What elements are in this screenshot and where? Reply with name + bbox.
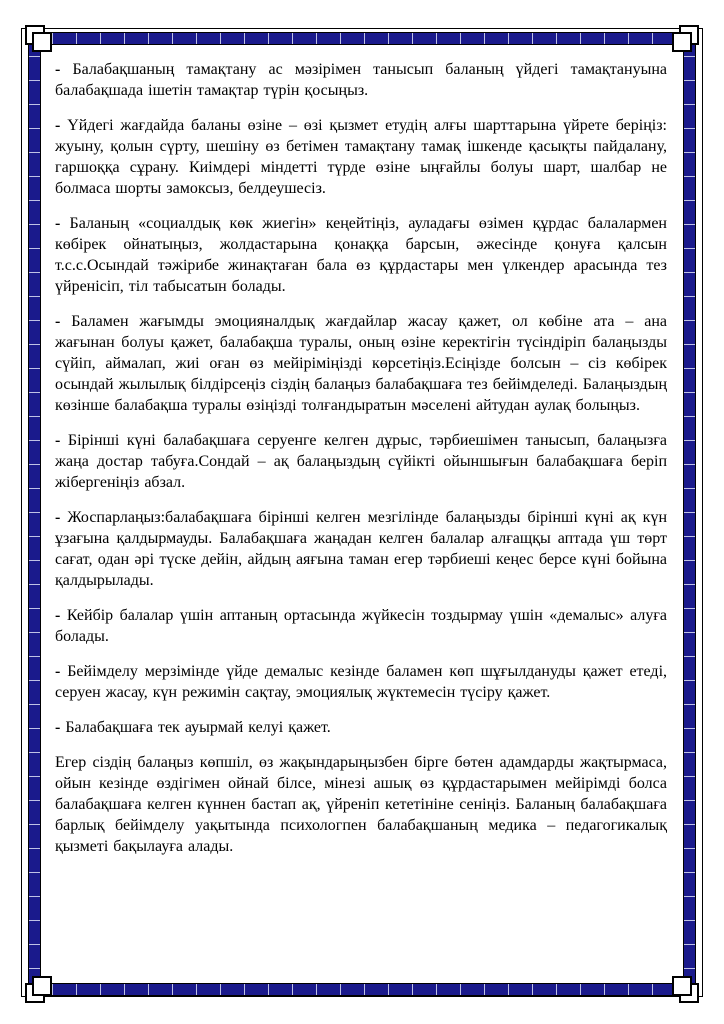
paragraph-dash: - — [55, 215, 70, 232]
corner-ornament-top-left-inner — [32, 32, 52, 52]
page-frame-band-bottom — [28, 983, 696, 996]
paragraph-text: Баламен жағымды эмоцияналдық жағдайлар жасау қажет, ол көбіне ата – ана жағынан болуы қажет, балабақша туралы, оның өзіне керектігін түсіндіріп балаңызды сүйіп, аймалап, жиі оған өз мейіріміңізді көрсетіңіз.Есіңізде болсын – сіз көбірек осындай жылылық білдірсеңіз сіздің балаңыз балабақшаға тез бейімделеді. Балаңыздың көзінше балабақша туралы өзіңізді толғандыратын мәселені айтудан аулақ болыңыз. — [55, 313, 668, 414]
paragraph — [55, 213, 667, 297]
paragraph — [55, 59, 667, 101]
paragraph-text: Балабақшаға тек ауырмай келуі қажет. — [65, 719, 331, 736]
paragraph-dash: - — [55, 61, 73, 78]
paragraph — [55, 717, 667, 738]
paragraph — [55, 115, 667, 199]
paragraph — [55, 507, 667, 591]
paragraph-text: Баланың «социалдық көк жиегін» кеңейтіңіз, ауладағы өзімен құрдас балалармен көбірек ойнатыңыз, жолдастарына қонаққа барсын, әжесінде қонуға қалсын т.с.с.Осындай тәжірибе жинақтаған бала өз құрдастары мен үлкендер арасында тез үйренісіп, тіл табысатын болады. — [55, 215, 667, 295]
paragraph-text: Кейбір балалар үшін аптаның ортасында жүйкесін тоздырмау үшін «демалыс» алуға болады. — [55, 607, 668, 645]
paragraph-dash: - — [55, 607, 67, 624]
corner-ornament-bottom-left-inner — [32, 976, 52, 996]
paragraph-text: Үйдегі жағдайда баланы өзіне – өзі қызмет етудің алғы шарттарына үйрете беріңіз: жуыну, қолын сүрту, шешіну өз бетімен тамақтану тамақ ішкенде қасықты пайдалану, гаршоққа сұрану. Киімдері міндетті түрде өзіне ыңғайлы болуы шарт, шалбар не болмаса шорты замоксыз, белдеушесіз. — [55, 117, 668, 197]
document-text-area — [55, 59, 667, 857]
paragraph-text: Егер сіздің балаңыз көпшіл, өз жақындарыңызбен бірге бөтен адамдарды жақтырмаса, ойын кезінде өздігімен ойнай білсе, мінезі ашық өз құрдастарымен мейірімді болса балабақшаға келген күннен бастап ақ, үйреніп кететініне сеніңіз. Баланың балабақшаға барлық бейімделу уақытында психологпен балабақшаның медика – педагогикалық қызметі бақылауға алады. — [55, 754, 667, 855]
paragraph — [55, 311, 667, 416]
paragraph — [55, 661, 667, 703]
paragraph-dash: - — [55, 117, 68, 134]
page-frame-band-right — [683, 32, 696, 996]
corner-ornament-bottom-right-inner — [672, 976, 692, 996]
paragraph-dash: - — [55, 313, 72, 330]
corner-ornament-top-right-inner — [672, 32, 692, 52]
paragraph — [55, 430, 667, 493]
page-frame-band-top — [28, 32, 696, 45]
paragraph-text: Жоспарлаңыз:балабақшаға бірінші келген мезгілінде балаңызды бірінші күні ақ күн ұзағына қалдырмауды. Балабақшаға жаңадан келген балалар алғащқы аптада үш төрт сағат, одан әрі түске дейін, айдың аяғына таман егер тәрбиеші кеңес берсе күні бойына қалдырылады. — [55, 509, 668, 589]
paragraph-text: Бейімделу мерзімінде үйде демалыс кезінде баламен көп шұғылдануды қажет етеді, серуен жасау, күн режимін сақтау, эмоциялық жүктемесін түсіру қажет. — [55, 663, 668, 701]
paragraph-text: Балабақшаның тамақтану ас мәзірімен танысып баланың үйдегі тамақтануына балабақшада ішетін тамақтар түрін қосыңыз. — [55, 61, 668, 99]
paragraph-dash: - — [55, 509, 68, 526]
paragraph-dash: - — [55, 432, 68, 449]
paragraph-dash: - — [55, 719, 66, 736]
page-frame-band-left — [28, 32, 41, 996]
paragraph — [55, 752, 667, 857]
paragraph-dash: - — [55, 663, 68, 680]
paragraph — [55, 605, 667, 647]
paragraph-text: Бірінші күні балабақшаға серуенге келген дұрыс, тәрбиешімен танысып, балаңызға жаңа достар табуға.Сондай – ақ балаңыздың сүйікті ойыншығын балабақшаға беріп жібергеніңіз абзал. — [55, 432, 668, 491]
